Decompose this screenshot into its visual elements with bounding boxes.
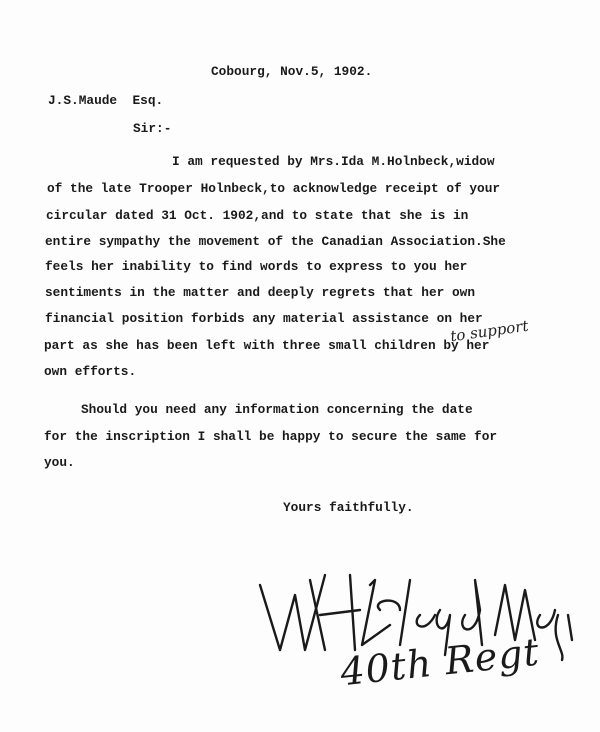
paragraph1-line: entire sympathy the movement of the Canadian Association.She xyxy=(45,234,506,249)
paragraph1-line: feels her inability to find words to express to you her xyxy=(45,259,468,274)
handwritten-insertion: to support xyxy=(449,316,530,346)
paragraph1-line: I am requested by Mrs.Ida M.Holnbeck,widow xyxy=(172,154,495,169)
addressee: J.S.Maude Esq. xyxy=(48,93,164,108)
paragraph1-line: sentiments in the matter and deeply regrets that her own xyxy=(45,285,476,300)
closing: Yours faithfully. xyxy=(283,500,414,515)
paragraph2-line: Should you need any information concerning the date xyxy=(81,402,473,417)
paragraph1-line: circular dated 31 Oct. 1902,and to state that she is in xyxy=(46,208,469,223)
paragraph1-line: of the late Trooper Holnbeck,to acknowledge receipt of your xyxy=(47,181,501,196)
signature-regiment: 40th Regt xyxy=(338,629,542,695)
dateline: Cobourg, Nov.5, 1902. xyxy=(211,64,373,79)
paragraph2-line: for the inscription I shall be happy to secure the same for xyxy=(44,429,498,444)
paragraph1-line: part as she has been left with three small children by her xyxy=(44,338,490,353)
paragraph2-line: you. xyxy=(44,455,75,470)
paragraph1-line: own efforts. xyxy=(44,364,137,379)
salutation: Sir:- xyxy=(133,121,172,136)
paragraph1-line: financial position forbids any material assistance on her xyxy=(45,311,483,326)
